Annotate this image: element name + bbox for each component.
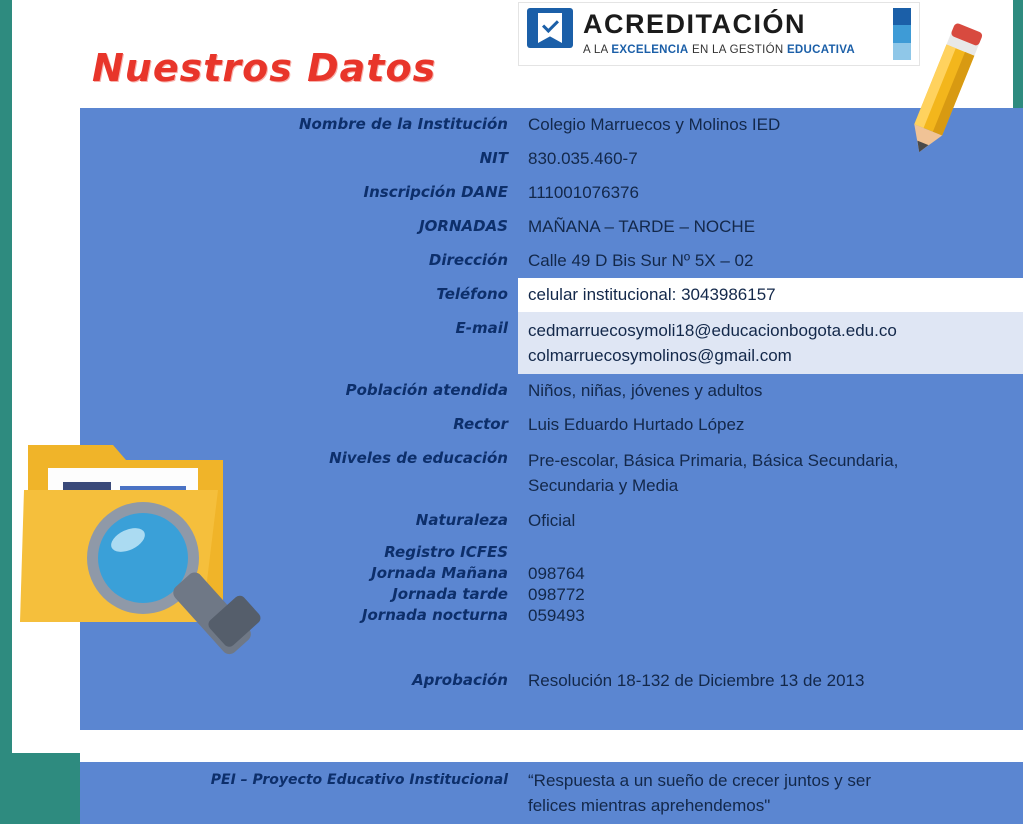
table-row-pei [80,762,1023,824]
pei-line-2: felices mientras aprehendemos" [528,796,771,815]
table-row-email [80,312,1023,374]
left-green-edge [0,0,12,761]
icfes-heading: Registro ICFES [384,543,508,561]
row-value-email [518,312,1023,374]
row-label: Inscripción DANE [363,183,508,201]
row-value: Niños, niñas, jóvenes y adultos [528,381,763,400]
accreditation-title: ACREDITACIÓN [583,9,806,39]
row-label: NIT [479,149,508,167]
row-label: Niveles de educación [329,449,508,467]
row-value: Oficial [528,511,576,530]
row-label: JORNADAS [419,217,508,235]
pei-value [518,762,1023,824]
row-value: 830.035.460-7 [528,149,638,168]
row-value: MAÑANA – TARDE – NOCHE [528,217,756,236]
accreditation-sub-b: EXCELENCIA [611,44,689,56]
icfes-label-night: Jornada nocturna [361,606,508,624]
row-value: 111001076376 [528,183,639,202]
check-badge-icon [527,8,573,48]
row-label: Rector [453,415,508,433]
icfes-label-morning: Jornada Mañana [371,564,508,582]
table-spacer [80,698,1023,730]
table-row [80,210,1023,244]
row-label: Teléfono [436,285,508,303]
accreditation-sub-d: EDUCATIVA [786,44,856,56]
icfes-value-morning: 098764 [528,564,585,583]
row-value: Calle 49 D Bis Sur Nº 5X – 02 [528,251,754,270]
pei-line-1: “Respuesta a un sueño de crecer juntos y ser [528,771,872,790]
icfes-values [518,538,1023,632]
accreditation-sub-a: A LA [583,44,612,56]
table-gap [80,730,1023,762]
row-label: Naturaleza [415,511,508,529]
accreditation-sub-c: EN LA GESTIÓN [688,44,787,56]
row-value: Luis Eduardo Hurtado López [528,415,745,434]
icfes-value-afternoon: 098772 [528,585,585,604]
folder-id-card-icon [18,410,318,675]
accreditation-banner [518,2,920,66]
email-line-1: cedmarruecosymoli18@educacionbogota.edu.co [528,321,897,340]
row-value-levels [518,442,1023,504]
table-row [80,374,1023,408]
row-label: Nombre de la Institución [298,115,508,133]
table-row-phone [80,278,1023,312]
levels-line-2: Secundaria y Media [528,476,679,495]
row-label: Aprobación [412,671,508,689]
icfes-label-afternoon: Jornada tarde [392,585,508,603]
icfes-value-night: 059493 [528,606,585,625]
row-value: Colegio Marruecos y Molinos IED [528,115,781,134]
table-row [80,176,1023,210]
levels-line-1: Pre-escolar, Básica Primaria, Básica Secundaria, [528,451,899,470]
page-title: Nuestros Datos [92,46,437,90]
accreditation-subtitle [583,44,855,56]
pencil-icon [880,28,1000,168]
row-label: E-mail [455,319,508,337]
email-line-2: colmarruecosymolinos@gmail.com [528,346,792,365]
row-label: Población atendida [345,381,508,399]
row-value-phone: celular institucional: 3043986157 [518,278,1023,312]
pei-label: PEI – Proyecto Educativo Institucional [210,772,508,788]
magnifier-icon [87,502,263,657]
row-value: Resolución 18-132 de Diciembre 13 de 2013 [528,671,865,690]
row-label: Dirección [428,251,508,269]
table-row [80,244,1023,278]
